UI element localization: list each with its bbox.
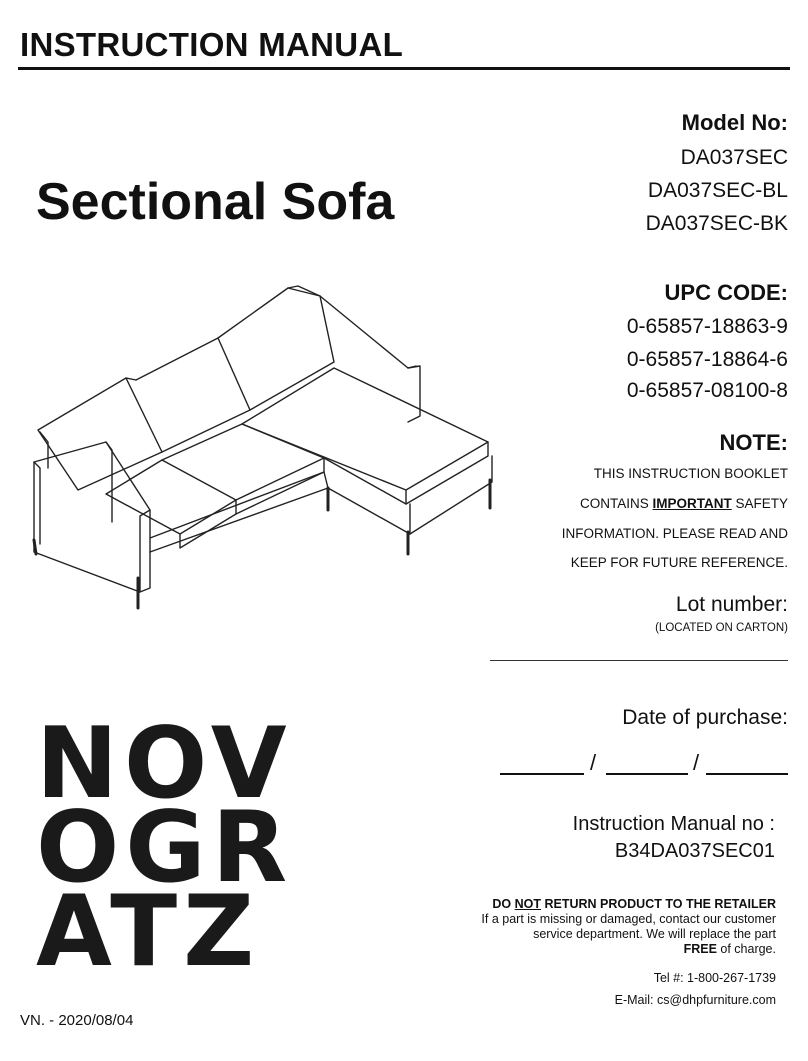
upc-label: UPC CODE: bbox=[664, 280, 788, 305]
sectional-sofa-illustration bbox=[28, 282, 500, 614]
note-line-4: KEEP FOR FUTURE REFERENCE. bbox=[570, 555, 788, 570]
note-label: NOTE: bbox=[719, 430, 788, 455]
logo-line-2: OGR bbox=[36, 791, 294, 905]
purchase-date-label: Date of purchase: bbox=[622, 706, 788, 729]
date-separator-1: / bbox=[590, 750, 597, 775]
return-warning-post: RETURN PRODUCT TO THE RETAILER bbox=[541, 897, 776, 911]
retailer-line-3 bbox=[684, 942, 776, 956]
note-line-3: INFORMATION. PLEASE READ AND bbox=[561, 526, 788, 541]
lot-location: (LOCATED ON CARTON) bbox=[655, 622, 788, 634]
manual-number-label: Instruction Manual no : bbox=[572, 813, 775, 835]
lot-label: Lot number: bbox=[675, 593, 788, 616]
purchase-month-line bbox=[500, 773, 584, 775]
retailer-line-2: service department. We will replace the part bbox=[533, 927, 776, 941]
return-warning bbox=[492, 897, 776, 911]
return-warning-pre: DO bbox=[492, 897, 515, 911]
upc-code-3: 0-65857-08100-8 bbox=[626, 379, 788, 402]
contact-email: E-Mail: cs@dhpfurniture.com bbox=[614, 993, 776, 1007]
logo-line-1: NOV bbox=[36, 707, 293, 821]
contact-phone: Tel #: 1-800-267-1739 bbox=[653, 971, 776, 985]
retailer-line-1: If a part is missing or damaged, contact our customer bbox=[481, 912, 776, 926]
model-number-3: DA037SEC-BK bbox=[645, 212, 788, 235]
model-label: Model No: bbox=[681, 110, 788, 135]
model-number-2: DA037SEC-BL bbox=[647, 179, 788, 202]
note-line-2-post: SAFETY bbox=[731, 496, 788, 511]
manual-number: B34DA037SEC01 bbox=[614, 840, 775, 862]
header-divider bbox=[18, 67, 790, 70]
note-line-2 bbox=[580, 496, 788, 511]
note-line-2-pre: CONTAINS bbox=[579, 496, 653, 511]
product-name: Sectional Sofa bbox=[36, 173, 395, 231]
free-label: FREE bbox=[683, 942, 717, 956]
date-separator-2: / bbox=[693, 750, 700, 775]
brand-logo bbox=[36, 707, 294, 989]
upc-code-2: 0-65857-18864-6 bbox=[626, 348, 788, 371]
purchase-year-line bbox=[706, 773, 788, 775]
model-number-1: DA037SEC bbox=[680, 146, 788, 169]
upc-code-1: 0-65857-18863-9 bbox=[626, 315, 788, 338]
note-important: IMPORTANT bbox=[652, 496, 732, 511]
manual-title: INSTRUCTION MANUAL bbox=[20, 26, 404, 63]
retailer-line-3-post: of charge. bbox=[716, 942, 776, 956]
purchase-day-line bbox=[606, 773, 688, 775]
logo-line-3: ATZ bbox=[36, 875, 261, 989]
return-warning-not: NOT bbox=[514, 897, 542, 911]
version-date: VN. - 2020/08/04 bbox=[20, 1012, 134, 1029]
note-line-1: THIS INSTRUCTION BOOKLET bbox=[593, 466, 788, 481]
lot-number-line bbox=[490, 660, 788, 661]
